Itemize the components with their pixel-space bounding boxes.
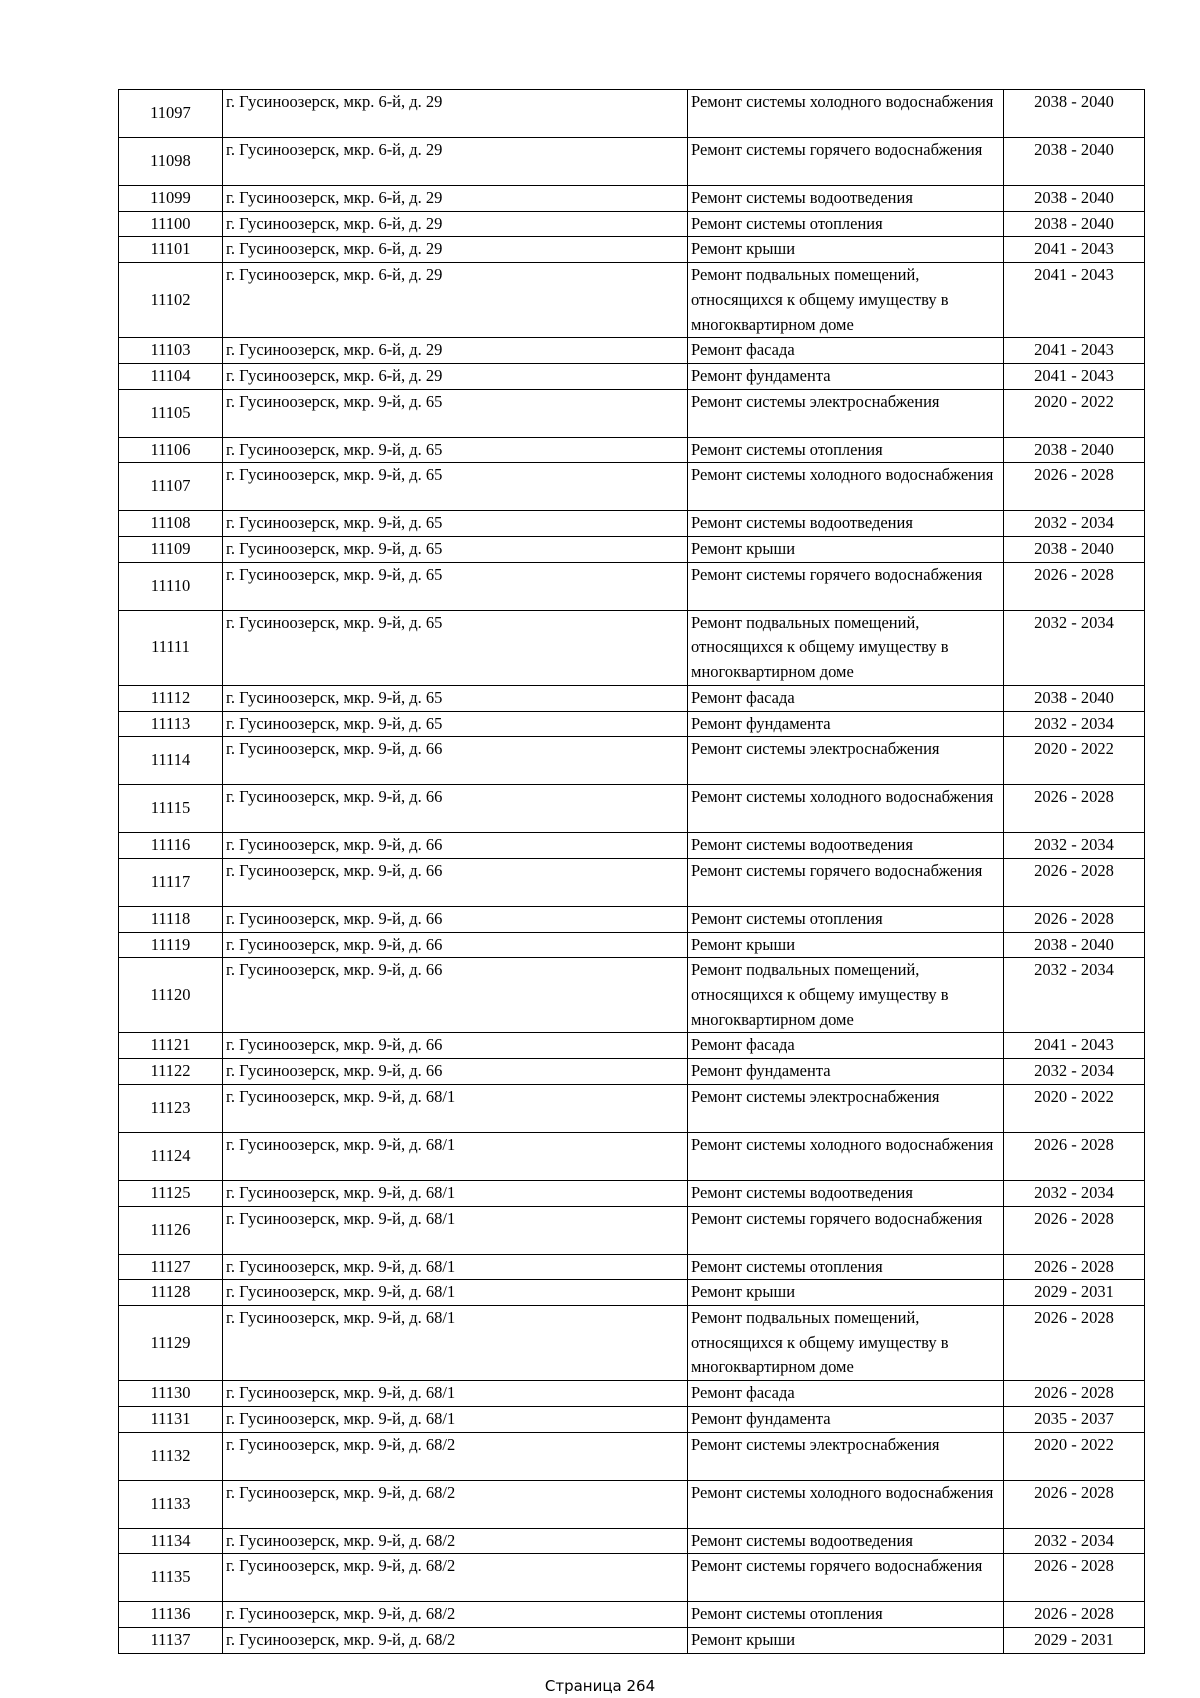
period-cell: 2038 - 2040 (1004, 138, 1145, 186)
period-cell: 2041 - 2043 (1004, 338, 1145, 364)
period-cell: 2032 - 2034 (1004, 833, 1145, 859)
period-cell: 2026 - 2028 (1004, 1206, 1145, 1254)
work-type-cell: Ремонт крыши (688, 237, 1004, 263)
address-cell: г. Гусиноозерск, мкр. 9-й, д. 68/2 (223, 1554, 688, 1602)
address-cell: г. Гусиноозерск, мкр. 9-й, д. 66 (223, 858, 688, 906)
row-number-cell: 11102 (119, 263, 223, 338)
table-row (119, 562, 1145, 610)
work-type-cell: Ремонт системы горячего водоснабжения (688, 562, 1004, 610)
table-row (119, 1528, 1145, 1554)
row-number-cell: 11115 (119, 785, 223, 833)
period-cell: 2026 - 2028 (1004, 463, 1145, 511)
address-cell: г. Гусиноозерск, мкр. 9-й, д. 68/1 (223, 1381, 688, 1407)
row-number-cell: 11128 (119, 1280, 223, 1306)
work-type-cell: Ремонт фасада (688, 338, 1004, 364)
address-cell: г. Гусиноозерск, мкр. 9-й, д. 68/2 (223, 1480, 688, 1528)
address-cell: г. Гусиноозерск, мкр. 9-й, д. 65 (223, 389, 688, 437)
row-number-cell: 11137 (119, 1627, 223, 1653)
work-type-cell: Ремонт системы отопления (688, 1602, 1004, 1628)
table-row (119, 237, 1145, 263)
work-type-cell: Ремонт системы отопления (688, 1254, 1004, 1280)
row-number-cell: 11131 (119, 1406, 223, 1432)
work-type-cell: Ремонт системы холодного водоснабжения (688, 785, 1004, 833)
row-number-cell: 11117 (119, 858, 223, 906)
address-cell: г. Гусиноозерск, мкр. 9-й, д. 68/1 (223, 1305, 688, 1380)
table-row (119, 537, 1145, 563)
work-type-cell: Ремонт системы холодного водоснабжения (688, 90, 1004, 138)
table-row (119, 1132, 1145, 1180)
table-row (119, 1305, 1145, 1380)
address-cell: г. Гусиноозерск, мкр. 9-й, д. 65 (223, 537, 688, 563)
table-row (119, 785, 1145, 833)
address-cell: г. Гусиноозерск, мкр. 9-й, д. 68/1 (223, 1180, 688, 1206)
work-type-cell: Ремонт подвальных помещений, относящихся к общему имуществу в многоквартирном доме (688, 1305, 1004, 1380)
period-cell: 2035 - 2037 (1004, 1406, 1145, 1432)
work-type-cell: Ремонт системы водоотведения (688, 511, 1004, 537)
address-cell: г. Гусиноозерск, мкр. 9-й, д. 68/1 (223, 1132, 688, 1180)
row-number-cell: 11104 (119, 363, 223, 389)
address-cell: г. Гусиноозерск, мкр. 9-й, д. 68/1 (223, 1084, 688, 1132)
table-row (119, 1206, 1145, 1254)
period-cell: 2032 - 2034 (1004, 1059, 1145, 1085)
row-number-cell: 11121 (119, 1033, 223, 1059)
address-cell: г. Гусиноозерск, мкр. 9-й, д. 68/2 (223, 1432, 688, 1480)
table-row (119, 958, 1145, 1033)
period-cell: 2041 - 2043 (1004, 237, 1145, 263)
period-cell: 2026 - 2028 (1004, 1132, 1145, 1180)
address-cell: г. Гусиноозерск, мкр. 6-й, д. 29 (223, 211, 688, 237)
work-type-cell: Ремонт системы горячего водоснабжения (688, 138, 1004, 186)
table-row (119, 1554, 1145, 1602)
period-cell: 2041 - 2043 (1004, 263, 1145, 338)
row-number-cell: 11112 (119, 685, 223, 711)
work-type-cell: Ремонт подвальных помещений, относящихся к общему имуществу в многоквартирном доме (688, 263, 1004, 338)
work-type-cell: Ремонт фасада (688, 1033, 1004, 1059)
row-number-cell: 11133 (119, 1480, 223, 1528)
address-cell: г. Гусиноозерск, мкр. 9-й, д. 66 (223, 833, 688, 859)
address-cell: г. Гусиноозерск, мкр. 9-й, д. 65 (223, 463, 688, 511)
table-body (119, 90, 1145, 1654)
row-number-cell: 11132 (119, 1432, 223, 1480)
row-number-cell: 11106 (119, 437, 223, 463)
table-row (119, 1254, 1145, 1280)
work-type-cell: Ремонт системы электроснабжения (688, 389, 1004, 437)
work-type-cell: Ремонт крыши (688, 1627, 1004, 1653)
period-cell: 2029 - 2031 (1004, 1627, 1145, 1653)
address-cell: г. Гусиноозерск, мкр. 9-й, д. 68/1 (223, 1280, 688, 1306)
work-type-cell: Ремонт системы отопления (688, 906, 1004, 932)
period-cell: 2026 - 2028 (1004, 562, 1145, 610)
row-number-cell: 11135 (119, 1554, 223, 1602)
address-cell: г. Гусиноозерск, мкр. 9-й, д. 66 (223, 737, 688, 785)
period-cell: 2020 - 2022 (1004, 737, 1145, 785)
table-row (119, 1059, 1145, 1085)
work-type-cell: Ремонт подвальных помещений, относящихся к общему имуществу в многоквартирном доме (688, 610, 1004, 685)
period-cell: 2038 - 2040 (1004, 685, 1145, 711)
table-row (119, 511, 1145, 537)
row-number-cell: 11101 (119, 237, 223, 263)
work-type-cell: Ремонт системы отопления (688, 437, 1004, 463)
period-cell: 2032 - 2034 (1004, 711, 1145, 737)
address-cell: г. Гусиноозерск, мкр. 9-й, д. 65 (223, 685, 688, 711)
work-type-cell: Ремонт системы горячего водоснабжения (688, 1206, 1004, 1254)
period-cell: 2038 - 2040 (1004, 437, 1145, 463)
period-cell: 2038 - 2040 (1004, 186, 1145, 212)
period-cell: 2041 - 2043 (1004, 1033, 1145, 1059)
address-cell: г. Гусиноозерск, мкр. 9-й, д. 68/1 (223, 1206, 688, 1254)
period-cell: 2032 - 2034 (1004, 1528, 1145, 1554)
period-cell: 2020 - 2022 (1004, 389, 1145, 437)
period-cell: 2020 - 2022 (1004, 1432, 1145, 1480)
period-cell: 2032 - 2034 (1004, 958, 1145, 1033)
row-number-cell: 11124 (119, 1132, 223, 1180)
table-row (119, 211, 1145, 237)
work-type-cell: Ремонт фундамента (688, 363, 1004, 389)
row-number-cell: 11113 (119, 711, 223, 737)
row-number-cell: 11099 (119, 186, 223, 212)
table-row (119, 711, 1145, 737)
address-cell: г. Гусиноозерск, мкр. 9-й, д. 68/1 (223, 1406, 688, 1432)
row-number-cell: 11130 (119, 1381, 223, 1407)
work-type-cell: Ремонт системы холодного водоснабжения (688, 1132, 1004, 1180)
address-cell: г. Гусиноозерск, мкр. 6-й, д. 29 (223, 138, 688, 186)
work-type-cell: Ремонт системы горячего водоснабжения (688, 858, 1004, 906)
row-number-cell: 11116 (119, 833, 223, 859)
table-row (119, 1480, 1145, 1528)
address-cell: г. Гусиноозерск, мкр. 6-й, д. 29 (223, 338, 688, 364)
table-row (119, 138, 1145, 186)
work-type-cell: Ремонт фасада (688, 685, 1004, 711)
work-type-cell: Ремонт фундамента (688, 711, 1004, 737)
work-type-cell: Ремонт системы отопления (688, 211, 1004, 237)
address-cell: г. Гусиноозерск, мкр. 6-й, д. 29 (223, 237, 688, 263)
work-type-cell: Ремонт системы горячего водоснабжения (688, 1554, 1004, 1602)
row-number-cell: 11114 (119, 737, 223, 785)
table-row (119, 610, 1145, 685)
table-row (119, 1602, 1145, 1628)
work-type-cell: Ремонт подвальных помещений, относящихся к общему имуществу в многоквартирном доме (688, 958, 1004, 1033)
address-cell: г. Гусиноозерск, мкр. 9-й, д. 66 (223, 785, 688, 833)
table-row (119, 906, 1145, 932)
row-number-cell: 11126 (119, 1206, 223, 1254)
period-cell: 2026 - 2028 (1004, 906, 1145, 932)
table-row (119, 833, 1145, 859)
work-type-cell: Ремонт системы электроснабжения (688, 1432, 1004, 1480)
period-cell: 2026 - 2028 (1004, 1381, 1145, 1407)
address-cell: г. Гусиноозерск, мкр. 9-й, д. 65 (223, 562, 688, 610)
address-cell: г. Гусиноозерск, мкр. 6-й, д. 29 (223, 186, 688, 212)
period-cell: 2038 - 2040 (1004, 932, 1145, 958)
address-cell: г. Гусиноозерск, мкр. 9-й, д. 65 (223, 511, 688, 537)
address-cell: г. Гусиноозерск, мкр. 9-й, д. 66 (223, 1059, 688, 1085)
period-cell: 2026 - 2028 (1004, 858, 1145, 906)
address-cell: г. Гусиноозерск, мкр. 9-й, д. 66 (223, 1033, 688, 1059)
period-cell: 2041 - 2043 (1004, 363, 1145, 389)
address-cell: г. Гусиноозерск, мкр. 9-й, д. 68/1 (223, 1254, 688, 1280)
row-number-cell: 11134 (119, 1528, 223, 1554)
table-row (119, 90, 1145, 138)
page-number: Страница 264 (544, 1677, 656, 1695)
row-number-cell: 11109 (119, 537, 223, 563)
table-row (119, 463, 1145, 511)
address-cell: г. Гусиноозерск, мкр. 9-й, д. 65 (223, 711, 688, 737)
work-type-cell: Ремонт системы водоотведения (688, 1180, 1004, 1206)
row-number-cell: 11129 (119, 1305, 223, 1380)
period-cell: 2038 - 2040 (1004, 537, 1145, 563)
row-number-cell: 11125 (119, 1180, 223, 1206)
address-cell: г. Гусиноозерск, мкр. 9-й, д. 68/2 (223, 1602, 688, 1628)
period-cell: 2020 - 2022 (1004, 1084, 1145, 1132)
period-cell: 2026 - 2028 (1004, 1305, 1145, 1380)
row-number-cell: 11119 (119, 932, 223, 958)
work-type-cell: Ремонт системы водоотведения (688, 1528, 1004, 1554)
table-row (119, 1033, 1145, 1059)
row-number-cell: 11100 (119, 211, 223, 237)
work-type-cell: Ремонт крыши (688, 537, 1004, 563)
period-cell: 2026 - 2028 (1004, 1602, 1145, 1628)
table-row (119, 437, 1145, 463)
work-type-cell: Ремонт фундамента (688, 1059, 1004, 1085)
work-type-cell: Ремонт фундамента (688, 1406, 1004, 1432)
table-row (119, 186, 1145, 212)
row-number-cell: 11123 (119, 1084, 223, 1132)
period-cell: 2026 - 2028 (1004, 1554, 1145, 1602)
address-cell: г. Гусиноозерск, мкр. 6-й, д. 29 (223, 90, 688, 138)
table-row (119, 1381, 1145, 1407)
row-number-cell: 11118 (119, 906, 223, 932)
period-cell: 2026 - 2028 (1004, 1254, 1145, 1280)
table-row (119, 858, 1145, 906)
address-cell: г. Гусиноозерск, мкр. 9-й, д. 66 (223, 906, 688, 932)
table-row (119, 1627, 1145, 1653)
work-type-cell: Ремонт системы электроснабжения (688, 1084, 1004, 1132)
table-row (119, 1406, 1145, 1432)
table-row (119, 932, 1145, 958)
address-cell: г. Гусиноозерск, мкр. 9-й, д. 65 (223, 610, 688, 685)
table-row (119, 363, 1145, 389)
period-cell: 2038 - 2040 (1004, 90, 1145, 138)
work-type-cell: Ремонт системы холодного водоснабжения (688, 463, 1004, 511)
work-type-cell: Ремонт фасада (688, 1381, 1004, 1407)
row-number-cell: 11098 (119, 138, 223, 186)
row-number-cell: 11120 (119, 958, 223, 1033)
table-row (119, 1280, 1145, 1306)
row-number-cell: 11097 (119, 90, 223, 138)
period-cell: 2029 - 2031 (1004, 1280, 1145, 1306)
table-row (119, 685, 1145, 711)
table-row (119, 737, 1145, 785)
table-row (119, 1084, 1145, 1132)
address-cell: г. Гусиноозерск, мкр. 9-й, д. 68/2 (223, 1528, 688, 1554)
address-cell: г. Гусиноозерск, мкр. 9-й, д. 66 (223, 958, 688, 1033)
period-cell: 2026 - 2028 (1004, 785, 1145, 833)
address-cell: г. Гусиноозерск, мкр. 9-й, д. 68/2 (223, 1627, 688, 1653)
work-type-cell: Ремонт крыши (688, 1280, 1004, 1306)
work-type-cell: Ремонт системы водоотведения (688, 833, 1004, 859)
row-number-cell: 11108 (119, 511, 223, 537)
row-number-cell: 11136 (119, 1602, 223, 1628)
period-cell: 2032 - 2034 (1004, 610, 1145, 685)
work-type-cell: Ремонт системы электроснабжения (688, 737, 1004, 785)
address-cell: г. Гусиноозерск, мкр. 9-й, д. 65 (223, 437, 688, 463)
table-row (119, 1432, 1145, 1480)
period-cell: 2038 - 2040 (1004, 211, 1145, 237)
address-cell: г. Гусиноозерск, мкр. 6-й, д. 29 (223, 363, 688, 389)
row-number-cell: 11103 (119, 338, 223, 364)
address-cell: г. Гусиноозерск, мкр. 9-й, д. 66 (223, 932, 688, 958)
table-row (119, 338, 1145, 364)
address-cell: г. Гусиноозерск, мкр. 6-й, д. 29 (223, 263, 688, 338)
row-number-cell: 11111 (119, 610, 223, 685)
row-number-cell: 11122 (119, 1059, 223, 1085)
period-cell: 2026 - 2028 (1004, 1480, 1145, 1528)
period-cell: 2032 - 2034 (1004, 1180, 1145, 1206)
row-number-cell: 11127 (119, 1254, 223, 1280)
row-number-cell: 11105 (119, 389, 223, 437)
table-row (119, 389, 1145, 437)
repair-schedule-table (118, 89, 1145, 1654)
work-type-cell: Ремонт системы водоотведения (688, 186, 1004, 212)
work-type-cell: Ремонт системы холодного водоснабжения (688, 1480, 1004, 1528)
table-row (119, 263, 1145, 338)
work-type-cell: Ремонт крыши (688, 932, 1004, 958)
table-row (119, 1180, 1145, 1206)
row-number-cell: 11107 (119, 463, 223, 511)
row-number-cell: 11110 (119, 562, 223, 610)
period-cell: 2032 - 2034 (1004, 511, 1145, 537)
